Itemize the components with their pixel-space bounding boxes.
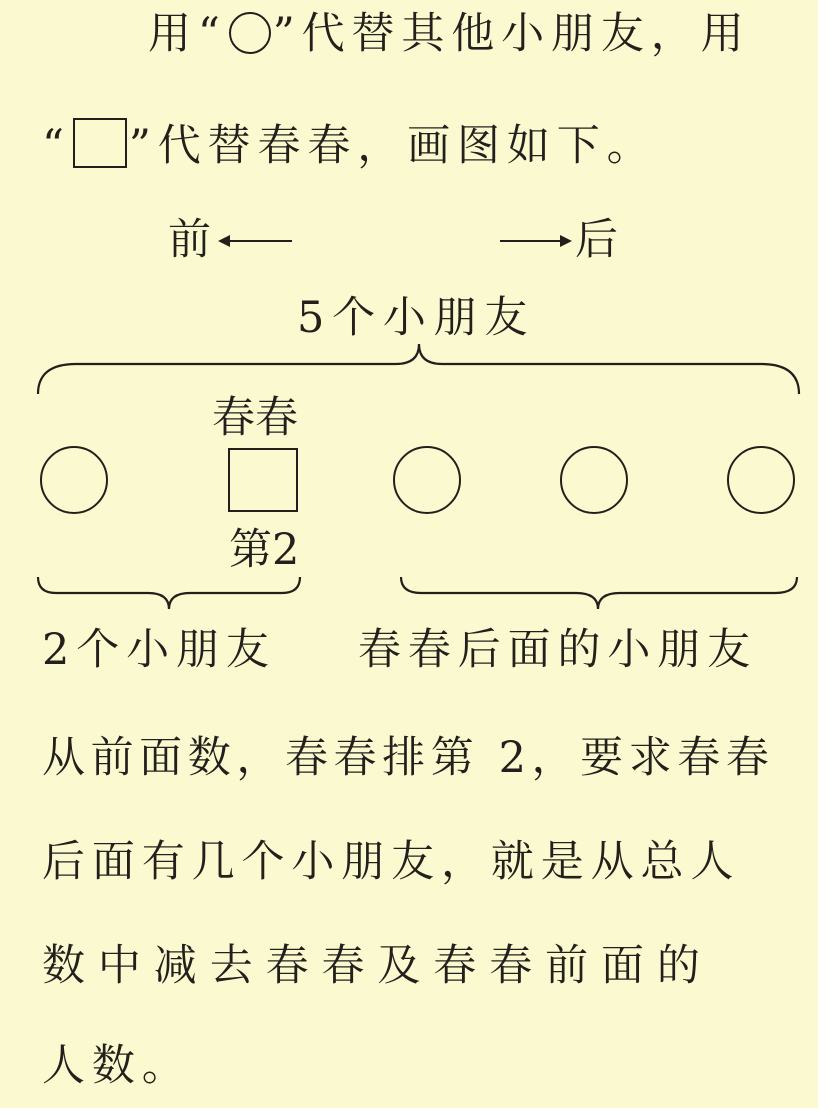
position-label: 第2 [229,525,300,575]
chunchun-label: 春春 [212,393,298,443]
intro-line-1-end: ”代替其他小朋友，用 [272,9,751,59]
left-group-label: 2个小朋友 [42,625,276,675]
square-symbol-icon [73,118,127,168]
explanation-line-2: 后面有几个小朋友，就是从总人 [42,837,741,887]
top-brace-icon [36,342,801,397]
explanation-line-4: 人数。 [42,1041,192,1091]
child-circle-2 [393,446,461,514]
child-circle-1 [40,446,108,514]
right-bottom-brace-icon [399,575,799,611]
right-arrow-icon [500,240,568,242]
circle-symbol-icon [229,12,271,54]
intro-line-2 [42,118,657,172]
explanation-line-3: 数中减去春春及春春前面的 [42,941,713,991]
child-circle-3 [560,446,628,514]
explanation-line-1: 从前面数，春春排第 2，要求春春 [42,733,775,783]
chunchun-square [228,448,298,512]
intro-line-1 [148,8,751,60]
right-group-label: 春春后面的小朋友 [358,625,758,675]
intro-line-2-end: ”代替春春，画图如下。 [128,121,657,171]
total-children-label: 5个小朋友 [297,293,536,343]
intro-line-2-start: “ [42,121,71,171]
front-label: 前 [168,215,211,265]
left-bottom-brace-icon [36,575,302,611]
child-circle-4 [727,446,795,514]
left-arrow-icon [222,240,292,242]
back-label: 后 [575,215,618,265]
intro-line-1-start: 用“ [148,9,227,59]
